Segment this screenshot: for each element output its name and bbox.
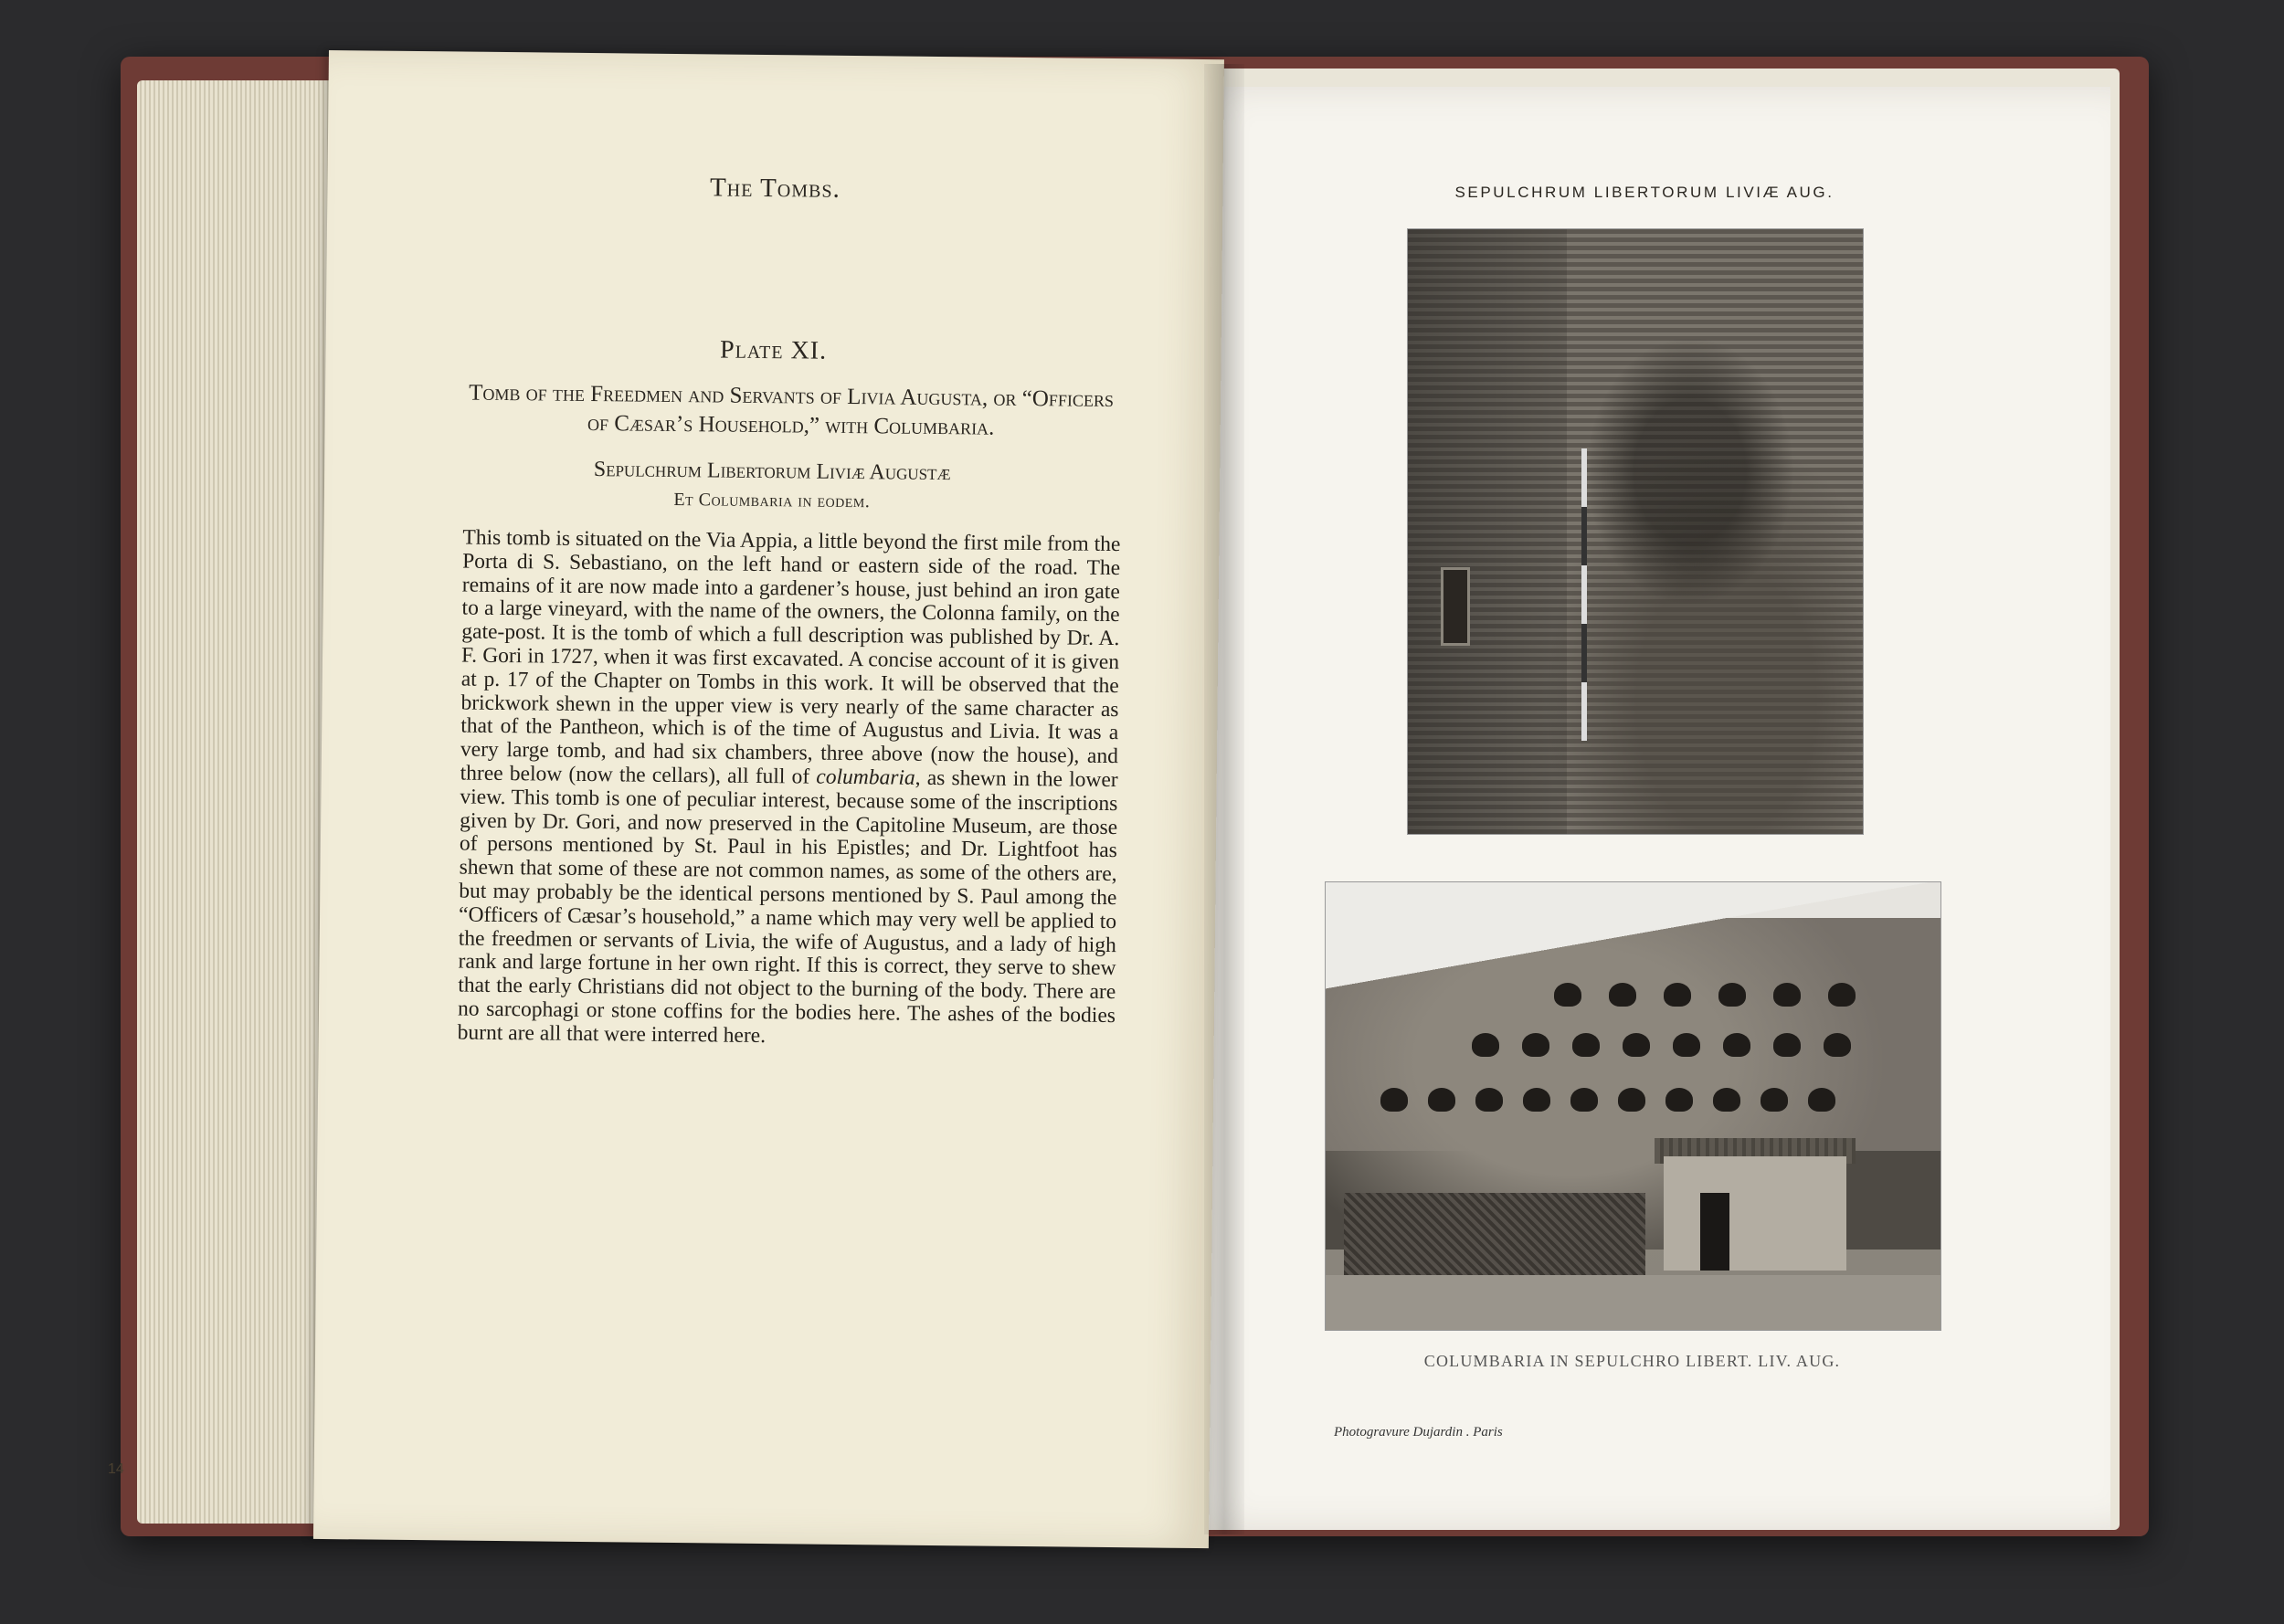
latin-subtitle: Et Columbaria in eodem. [673, 489, 871, 512]
photo-caption: COLUMBARIA IN SEPULCHRO LIBERT. LIV. AUG. [1423, 1352, 1841, 1370]
photo-shadow [1408, 229, 1567, 834]
niche [1618, 1088, 1645, 1112]
body-text-part-1: This tomb is situated on the Via Appia, a little beyond the first mile from the Porta di S. Sebastiano, on the left hand or eastern side of the road. The remains of it are now made into a gardener’s house, just behind an iron gate to a large vineyard, with the name of the owners, the Colonna family, on the gate-post. It is the tomb of which a full description was published by Dr. A. F. Gori in 1727, when it was first excavated. A concise account of it is given at p. 17 of the Chapter on Tombs in this work. It will be observed that the brickwork shewn in the upper view is very nearly of the same character as that of the Pantheon, which is of the time of Augustus and Livia. It was a very large tomb, and had six chambers, three above (now the house), and three below (now the cellars), all full of [460, 525, 1121, 789]
niche [1609, 983, 1636, 1007]
tomb-title: Tomb of the Freedmen and Servants of Livia Augusta, or “Officers of Cæsar’s Household,” with Columbaria. [469, 380, 1115, 440]
photo-columbaria [1325, 881, 1941, 1331]
running-head-right: SEPULCHRUM LIBERTORUM LIVIÆ AUG. [1454, 184, 1835, 201]
columbaria-niches [1362, 983, 1874, 1156]
niche [1572, 1033, 1600, 1057]
niche [1773, 1033, 1801, 1057]
niche [1522, 1033, 1549, 1057]
niche [1554, 983, 1581, 1007]
niche [1664, 983, 1691, 1007]
niche [1523, 1088, 1550, 1112]
photo-hut [1664, 1156, 1846, 1271]
photo-credit: Photogravure Dujardin . Paris [1334, 1425, 1503, 1439]
body-text-italic: columbaria [816, 765, 915, 790]
niche [1713, 1088, 1740, 1112]
niche [1723, 1033, 1750, 1057]
niche [1673, 1033, 1700, 1057]
niche [1773, 983, 1801, 1007]
niche [1828, 983, 1856, 1007]
niche [1623, 1033, 1650, 1057]
photo-ground [1326, 1275, 1940, 1330]
photo-woodpile [1344, 1193, 1645, 1275]
photo-brick-wall [1407, 228, 1864, 835]
niche [1761, 1088, 1788, 1112]
body-text-part-2: , as shewn in the lower view. This tomb is one of peculiar interest, because some of the inscriptions given by Dr. Gori, and now preserved in the Capitoline Museum, are those of persons mentioned by St. Paul in his Epistles; and Dr. Lightfoot has shewn that some of these are not common names, as some of the others are, but may probably be the identical persons mentioned by S. Paul among the “Officers of Cæsar’s household,” a name which may very well be applied to the freedmen or servants of Livia, the wife of Augustus, and a lady of high rank and large fortune in her own right. If this is correct, they serve to shew that the early Christians did not object to the burning of the body. There are no sarcophagi or stone coffins for the bodies here. The ashes of the bodies burnt are all that were interred here. [457, 765, 1118, 1048]
photo-window [1441, 567, 1470, 646]
body-text [458, 527, 1121, 1052]
plate-title: Plate XI. [719, 335, 828, 365]
niche [1475, 1088, 1503, 1112]
folio-mark: 14 [108, 1461, 124, 1477]
niche [1428, 1088, 1455, 1112]
running-head-left: The Tombs. [709, 173, 841, 204]
niche [1472, 1033, 1499, 1057]
latin-title: Sepulchrum Libertorum Liviæ Augustæ [593, 458, 951, 486]
niche [1718, 983, 1746, 1007]
niche [1380, 1088, 1408, 1112]
niche [1808, 1088, 1835, 1112]
niche [1824, 1033, 1851, 1057]
photo-measuring-pole [1581, 448, 1587, 741]
left-page [313, 50, 1224, 1548]
niche [1570, 1088, 1598, 1112]
book-gutter [1204, 64, 1244, 1534]
niche [1665, 1088, 1693, 1112]
photo-hut-door [1700, 1193, 1729, 1271]
